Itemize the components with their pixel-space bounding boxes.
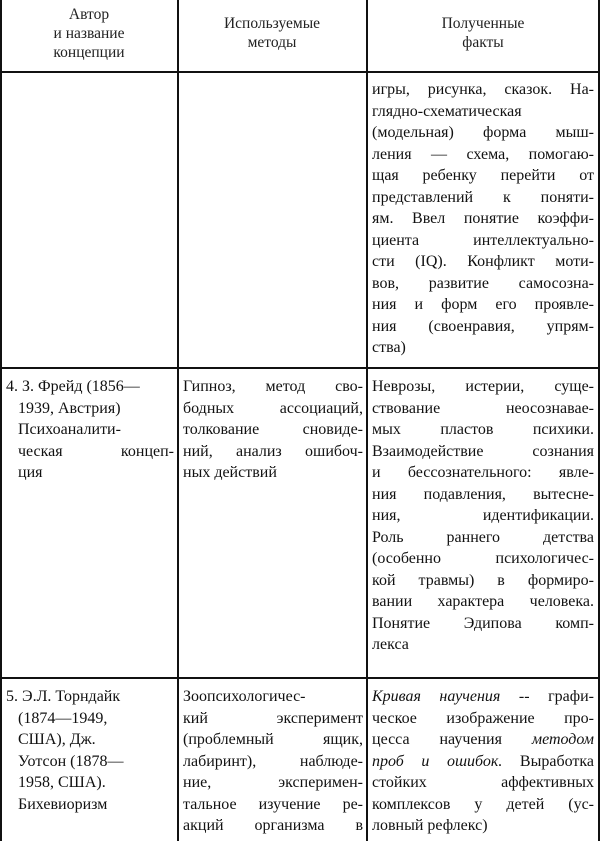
continued-facts-cell: игры, рисунка, сказок. На- глядно-схематическая (модельная) форма мыш- ления — схема, помогаю- щая ребенку перейти от представлений к поняти- ям. Ввел понятие коэффи- циента интеллектуально- сти (IQ). Конфликт моти- вов, развитие самосозна- ния и форм его проявле- ния (своенравия, упрям- ства) bbox=[372, 81, 594, 356]
header-author-concept: Автор и название концепции bbox=[53, 6, 125, 61]
column-divider-2 bbox=[366, 0, 368, 841]
header-bottom-border bbox=[0, 71, 600, 73]
term-learning-curve: Кривая научения bbox=[372, 688, 501, 705]
thorndike-methods-cell: Зоопсихологичес- кий эксперимент (проблемный ящик, лабиринт), наблюде- ние, эксперимен- тальное изучение ре- акций организма в bbox=[183, 688, 363, 834]
header-facts: Полученные факты bbox=[441, 15, 525, 51]
row-divider-1 bbox=[0, 367, 600, 369]
freud-facts-cell: Неврозы, истерии, суще- ствование неосознавае- мых пластов психики. Взаимодействие сознания и бессознательного: явле- ния подавления, вытесне- ния, идентификации. Роль раннего детства (особенно психологичес- кой травмы) в формиро- вании характера человека. Понятие Эдипова комп- лекса bbox=[372, 378, 594, 653]
term-trial-and-error: проб и ошибок. bbox=[372, 752, 503, 770]
thorndike-facts-cell: Кривая научения -- графи- ческое изображение про- цесса научения методом проб и ошибок. Выработка стойких аффективных комплексов у детей (ус- ловный рефлекс) bbox=[372, 688, 595, 834]
row-divider-2 bbox=[0, 677, 600, 679]
thorndike-author-cell: 5. Э.Л. Торндайк (1874—1949, США), Дж. Уотсон (1878— 1958, США). Бихевиоризм bbox=[6, 688, 124, 813]
header-methods: Используемые методы bbox=[223, 15, 321, 51]
freud-author-cell: 4. З. Фрейд (1856— 1939, Австрия) Психоаналити- ческая концеп- ция bbox=[6, 378, 174, 481]
table-border-left bbox=[0, 0, 2, 841]
freud-methods-cell: Гипноз, метод сво- бодных ассоциаций, толкование сновиде- ний, анализ ошибоч- ных действий bbox=[183, 378, 363, 481]
column-divider-1 bbox=[177, 0, 179, 841]
term-method: методом bbox=[531, 731, 594, 748]
table-border-right bbox=[598, 0, 600, 841]
